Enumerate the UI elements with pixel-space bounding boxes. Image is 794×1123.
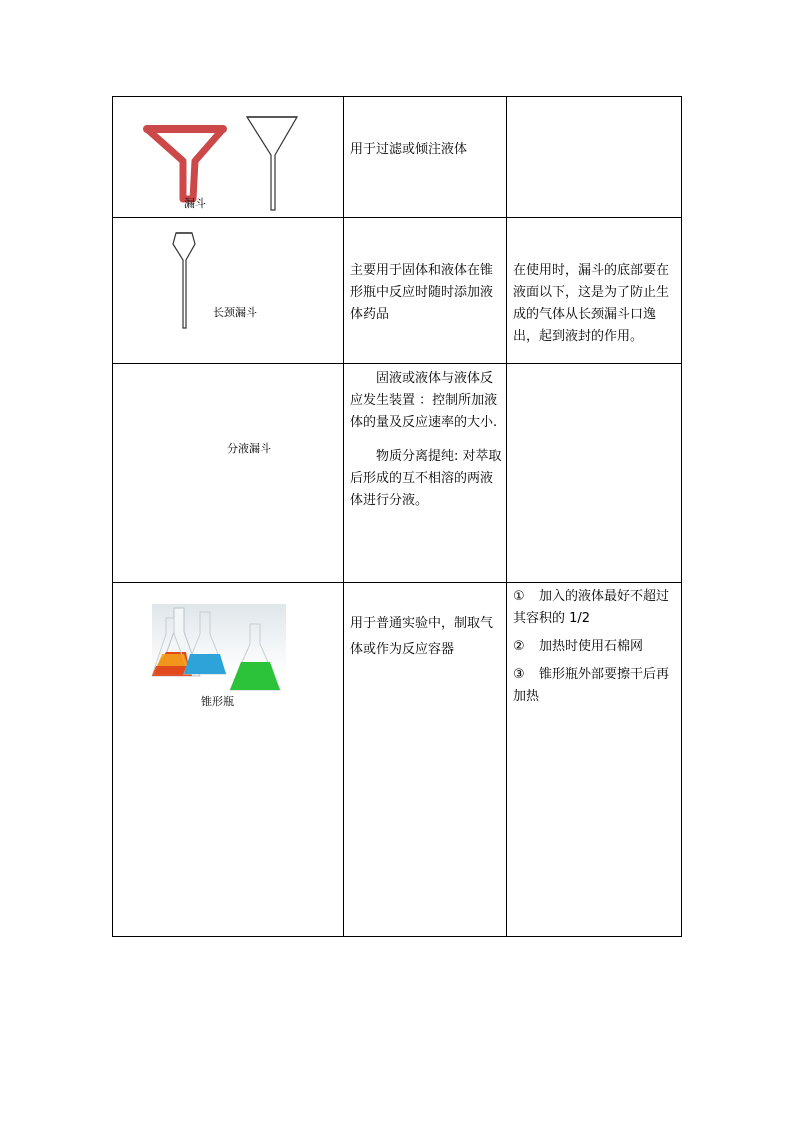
long-neck-funnel-label: 长颈漏斗	[213, 306, 257, 319]
table-row	[113, 218, 682, 364]
separatory-funnel-use-p1: 固液或液体与液体反应发生装置 ：控制所加液体的量及反应速率的大小.	[350, 371, 498, 430]
table-row	[113, 97, 682, 218]
list-item: ② 加热时使用石棉网	[513, 639, 644, 654]
list-item: ③ 锥形瓶外部要擦干后再加热	[513, 667, 670, 704]
conical-flask-image-cell	[113, 583, 344, 937]
flask-group-icon	[152, 604, 286, 696]
funnel-use-text: 用于过滤或倾注液体	[350, 142, 468, 157]
funnel-notes-text	[507, 97, 681, 103]
funnel-label: 漏斗	[184, 197, 206, 210]
separatory-funnel-label: 分液漏斗	[227, 442, 271, 455]
separatory-funnel-use-p2: 物质分离提纯: 对萃取后形成的互不相溶的两液体进行分液。	[350, 449, 502, 508]
long-neck-funnel-icon	[171, 230, 197, 330]
conical-flask-use-text: 用于普通实验中，制取气体或作为反应容器	[350, 616, 494, 657]
separatory-funnel-cell	[113, 364, 344, 583]
funnel-line-icon	[245, 115, 299, 213]
long-neck-funnel-notes-text: 在使用时，漏斗的底部要在液面以下，这是为了防止生成的气体从长颈漏斗口逸出，起到液封的作用。	[513, 263, 670, 344]
conical-flask-notes-list	[507, 583, 681, 708]
long-neck-funnel-notes-cell	[507, 218, 682, 364]
separatory-funnel-notes-cell	[507, 364, 682, 583]
conical-flask-label: 锥形瓶	[201, 695, 234, 708]
conical-flask-photo	[152, 604, 286, 696]
funnel-notes-cell	[507, 97, 682, 218]
conical-flask-use-cell	[344, 583, 507, 937]
funnel-use-cell	[344, 97, 507, 218]
table-row	[113, 583, 682, 937]
long-neck-funnel-use-cell	[344, 218, 507, 364]
long-neck-funnel-use-text: 主要用于固体和液体在锥形瓶中反应时随时添加液体药品	[350, 263, 494, 322]
funnel-outline-icon	[141, 121, 231, 203]
list-item: ① 加入的液体最好不超过其容积的 1/2	[513, 589, 670, 626]
conical-flask-notes-cell	[507, 583, 682, 937]
instrument-table	[112, 96, 682, 937]
table-row	[113, 364, 682, 583]
funnel-image-cell	[113, 97, 344, 218]
long-neck-funnel-image-cell	[113, 218, 344, 364]
separatory-funnel-notes-text	[507, 364, 681, 370]
separatory-funnel-use-cell	[344, 364, 507, 583]
